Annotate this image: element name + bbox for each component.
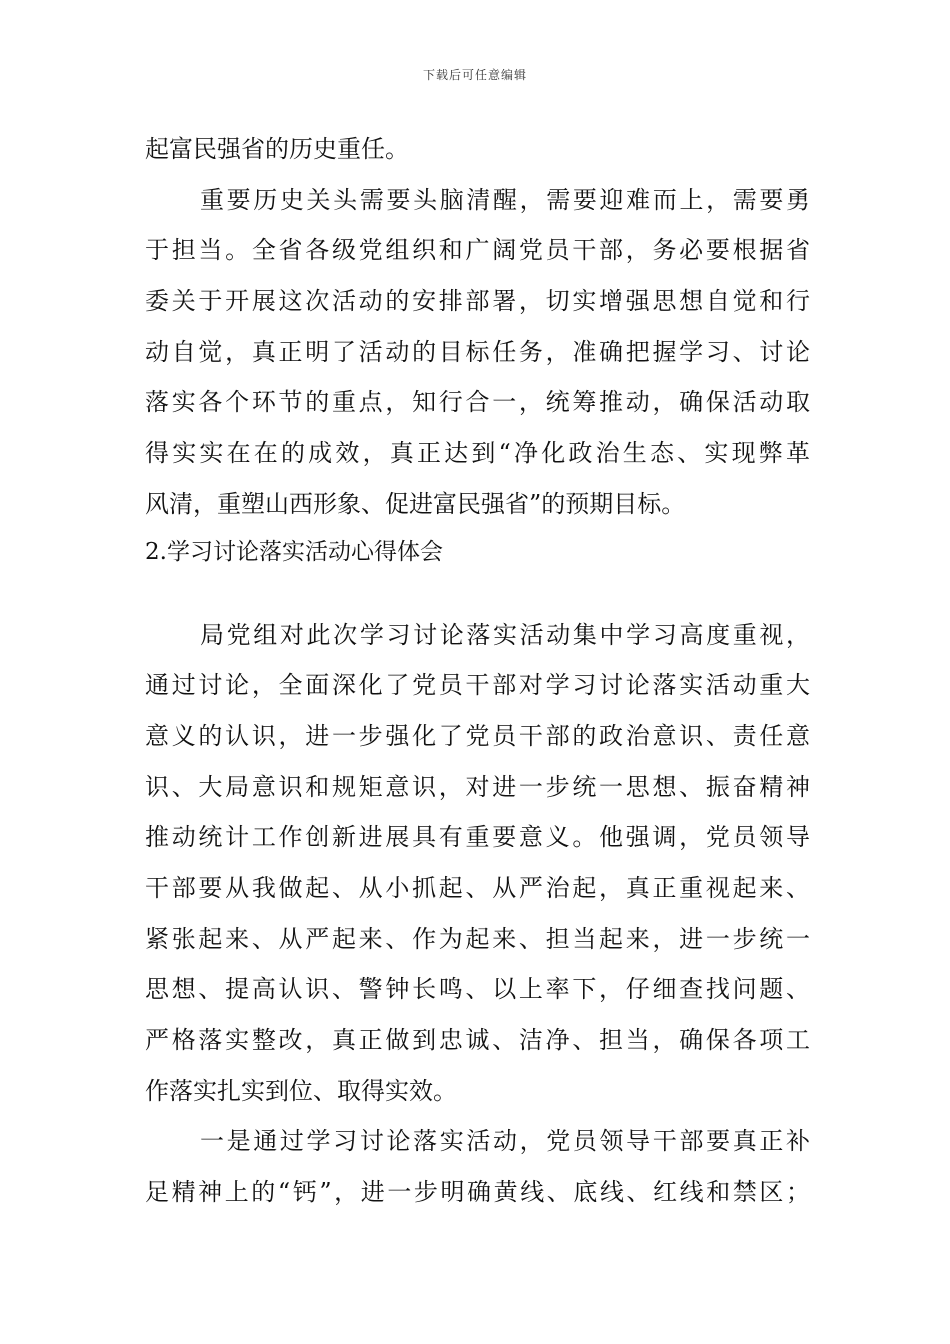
page-header-note: 下载后可任意编辑 <box>422 68 527 82</box>
text-line: 通过讨论，全面深化了党员干部对学习讨论落实活动重大 <box>145 671 810 700</box>
text-line: 重要历史关头需要头脑清醒，需要迎难而上，需要勇 <box>200 185 810 214</box>
text-line: 紧张起来、从严起来、作为起来、担当起来，进一步统一 <box>145 924 810 953</box>
text-line: 一是通过学习讨论落实活动，党员领导干部要真正补 <box>200 1127 810 1156</box>
document-body <box>145 124 810 1218</box>
text-line: 于担当。全省各级党组织和广阔党员干部，务必要根据省 <box>145 236 810 265</box>
text-line: 落实各个环节的重点，知行合一，统筹推动，确保活动取 <box>145 388 810 417</box>
spacer <box>145 574 810 610</box>
text-line: 干部要从我做起、从小抓起、从严治起，真正重视起来、 <box>145 873 810 902</box>
text-line: 得实实在在的成效，真正达到“净化政治生态、实现弊革 <box>145 439 810 468</box>
text-line: 局党组对此次学习讨论落实活动集中学习高度重视， <box>200 620 810 649</box>
text-line: 思想、提高认识、警钟长鸣、以上率下，仔细查找问题、 <box>145 975 810 1004</box>
text-line: 作落实扎实到位、取得实效。 <box>145 1076 457 1105</box>
text-line: 起富民强省的历史重任。 <box>145 135 409 163</box>
paragraph <box>145 124 810 175</box>
text-line: 意义的认识，进一步强化了党员干部的政治意识、责任意 <box>145 721 810 750</box>
paragraph <box>145 175 810 530</box>
text-line: 推动统计工作创新进展具有重要意义。他强调，党员领导 <box>145 823 810 852</box>
text-line: 动自觉，真正明了活动的目标任务，准确把握学习、讨论 <box>145 337 810 366</box>
text-line: 严格落实整改，真正做到忠诚、洁净、担当，确保各项工 <box>145 1026 810 1054</box>
text-line: 识、大局意识和规矩意识，对进一步统一思想、振奋精神 <box>145 772 810 801</box>
paragraph <box>145 1116 810 1217</box>
text-line: 足精神上的“钙”，进一步明确黄线、底线、红线和禁区； <box>145 1178 810 1207</box>
text-line: 委关于开展这次活动的安排部署，切实增强思想自觉和行 <box>145 287 810 316</box>
text-line: 风清，重塑山西形象、促进富民强省”的预期目标。 <box>145 489 686 518</box>
paragraph <box>145 610 810 1117</box>
section-heading: 2.学习讨论落实活动心得体会 <box>145 538 443 565</box>
